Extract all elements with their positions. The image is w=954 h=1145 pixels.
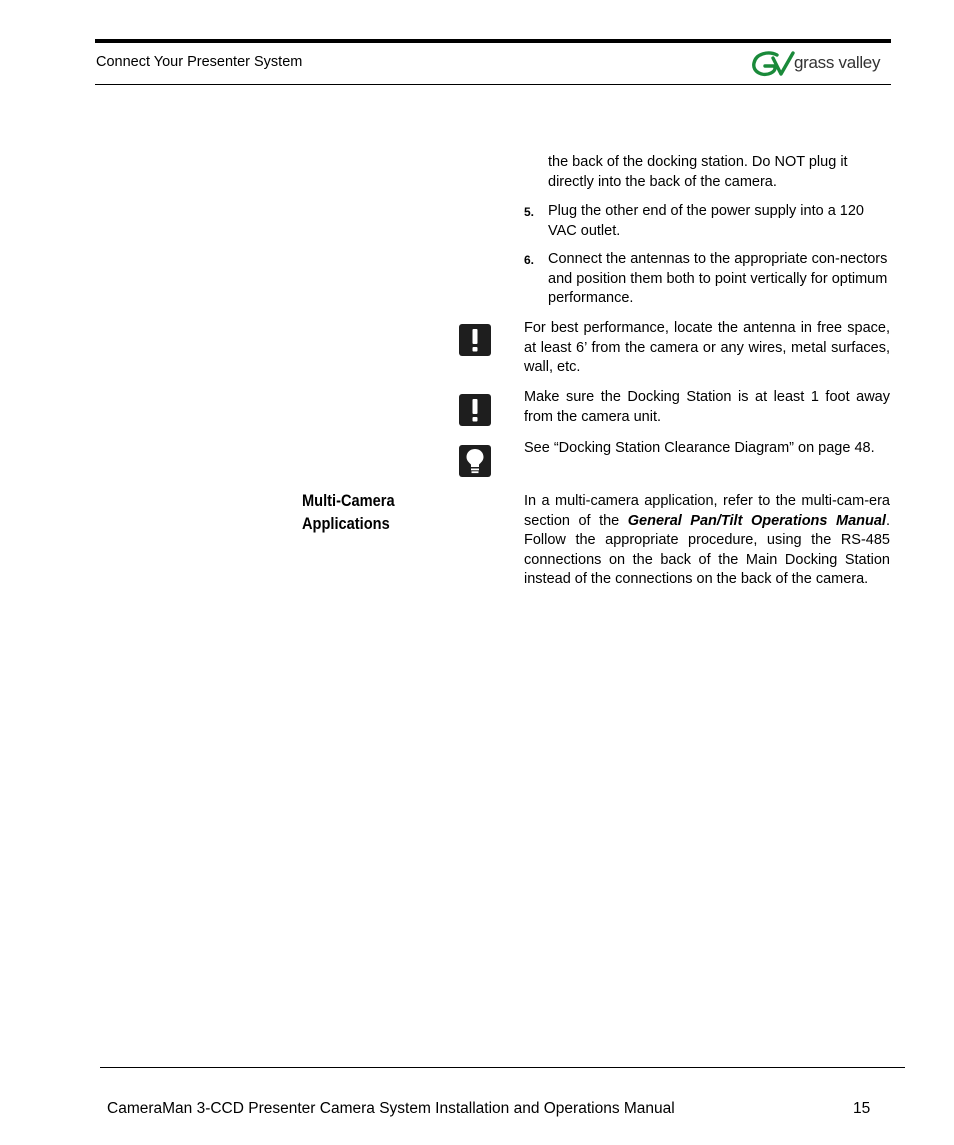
step-number: 6. <box>524 253 535 267</box>
page-number: 15 <box>853 1100 871 1117</box>
paragraph-text: . Follow the appropriate procedure, using the RS-485 connections on the back of the Main Docking Station instead of the connections on the back of the camera. <box>524 512 890 587</box>
caution-icon <box>459 394 491 426</box>
step-text: Connect the antennas to the appropriate con-nectors and position them both to point vertically for optimum performance. <box>548 251 888 306</box>
header-bottom-rule <box>95 84 891 85</box>
step-text: Plug the other end of the power supply into a 120 VAC outlet. <box>548 203 864 239</box>
note-text: Make sure the Docking Station is at least 1 foot away from the camera unit. <box>524 389 890 425</box>
note-text: For best performance, locate the antenna in free space, at least 6’ from the camera or any wires, metal surfaces, wall, etc. <box>524 320 890 375</box>
heading-line: Applications <box>302 514 390 533</box>
multi-camera-paragraph <box>524 492 890 590</box>
step-number: 5. <box>524 205 535 219</box>
heading-line: Multi-Camera <box>302 491 395 510</box>
caution-icon <box>459 324 491 356</box>
grass-valley-swoosh-icon <box>751 50 795 80</box>
section-heading-multi-camera <box>302 489 395 535</box>
paragraph-text: In a multi-camera application, refer to the multi-cam-era section of the <box>524 493 890 529</box>
footer-manual-title: CameraMan 3-CCD Presenter Camera System Installation and Operations Manual <box>107 1100 675 1117</box>
manual-title-emphasis: General Pan/Tilt Operations Manual <box>627 512 886 529</box>
note-text: See “Docking Station Clearance Diagram” on page 48. <box>524 440 875 456</box>
continued-step-text: the back of the docking station. Do NOT plug it directly into the back of the camera. <box>548 154 848 190</box>
footer-rule <box>100 1067 905 1068</box>
grass-valley-logo <box>751 50 891 80</box>
logo-wordmark: grass valley <box>794 53 881 72</box>
tip-lightbulb-icon <box>459 445 491 477</box>
running-header-title: Connect Your Presenter System <box>96 54 303 70</box>
header-top-rule <box>95 39 891 43</box>
